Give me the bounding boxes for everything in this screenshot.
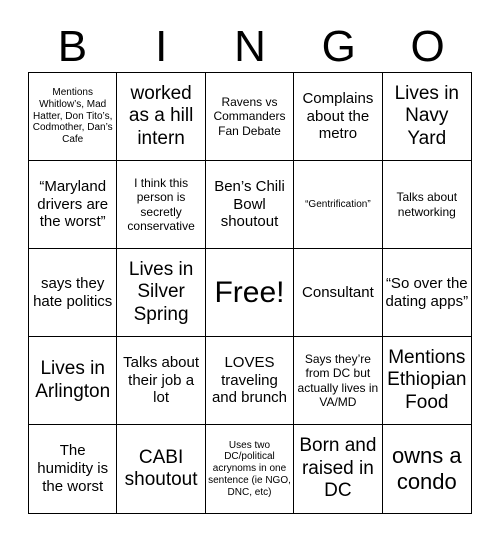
cell-text: Consultant bbox=[302, 283, 374, 301]
cell-text: says they hate politics bbox=[33, 274, 113, 310]
bingo-cell[interactable] bbox=[29, 73, 117, 161]
cell-text: Born and raised in DC bbox=[299, 435, 377, 502]
cell-text: The humidity is the worst bbox=[37, 442, 109, 495]
cell-text: “So over the dating apps” bbox=[385, 274, 469, 310]
bingo-cell[interactable] bbox=[206, 337, 294, 425]
cell-text: Lives in Arlington bbox=[35, 358, 111, 402]
bingo-cell[interactable] bbox=[294, 161, 382, 249]
header-letter-g: G bbox=[321, 22, 356, 71]
cell-text: Lives in Navy Yard bbox=[394, 82, 459, 149]
cell-text: “Maryland drivers are the worst” bbox=[37, 177, 109, 231]
bingo-cell[interactable] bbox=[117, 249, 205, 337]
bingo-cell[interactable] bbox=[206, 425, 294, 513]
bingo-cell[interactable] bbox=[29, 337, 117, 425]
cell-text: Lives in Silver Spring bbox=[128, 258, 194, 325]
bingo-cell[interactable] bbox=[206, 161, 294, 249]
cell-text: Talks about networking bbox=[396, 190, 458, 219]
cell-text: CABI shoutout bbox=[124, 446, 198, 490]
bingo-cell[interactable] bbox=[294, 73, 382, 161]
cell-text: Complains about the metro bbox=[302, 89, 374, 143]
bingo-cell[interactable] bbox=[29, 425, 117, 513]
bingo-cell[interactable] bbox=[383, 249, 471, 337]
bingo-cell[interactable] bbox=[117, 337, 205, 425]
bingo-cell[interactable] bbox=[117, 73, 205, 161]
cell-text: “Gentrification” bbox=[305, 198, 371, 210]
cell-text: owns a condo bbox=[391, 443, 462, 494]
bingo-grid bbox=[28, 72, 472, 514]
bingo-cell[interactable] bbox=[29, 161, 117, 249]
cell-text: I think this person is secretly conservative bbox=[127, 176, 195, 233]
bingo-cell[interactable] bbox=[117, 161, 205, 249]
bingo-cell[interactable] bbox=[383, 161, 471, 249]
header-letter-i: I bbox=[155, 22, 168, 71]
bingo-cell[interactable] bbox=[206, 73, 294, 161]
bingo-cell-free[interactable] bbox=[206, 249, 294, 337]
cell-text: Says they’re from DC but actually lives in VA/MD bbox=[297, 352, 379, 409]
cell-text: Talks about their job a lot bbox=[123, 353, 200, 407]
bingo-header bbox=[28, 22, 472, 72]
bingo-cell[interactable] bbox=[383, 337, 471, 425]
cell-text: Mentions Whitlow’s, Mad Hatter, Don Tito’s, Codmother, Dan’s Cafe bbox=[32, 87, 113, 146]
cell-text: Uses two DC/political acrynoms in one sentence (ie NGO, DNC, etc) bbox=[208, 439, 291, 498]
cell-text: worked as a hill intern bbox=[128, 82, 194, 149]
bingo-cell[interactable] bbox=[294, 425, 382, 513]
cell-text: Mentions Ethiopian Food bbox=[387, 346, 467, 413]
header-letter-o: O bbox=[410, 22, 445, 71]
cell-text: Ben’s Chili Bowl shoutout bbox=[214, 177, 285, 231]
bingo-cell[interactable] bbox=[294, 249, 382, 337]
free-space-text: Free! bbox=[214, 275, 285, 309]
bingo-cell[interactable] bbox=[383, 425, 471, 513]
header-letter-b: B bbox=[57, 22, 88, 71]
cell-text: LOVES traveling and brunch bbox=[211, 353, 288, 407]
bingo-cell[interactable] bbox=[117, 425, 205, 513]
bingo-cell[interactable] bbox=[29, 249, 117, 337]
bingo-cell[interactable] bbox=[383, 73, 471, 161]
header-letter-n: N bbox=[234, 22, 266, 71]
bingo-cell[interactable] bbox=[294, 337, 382, 425]
cell-text: Ravens vs Commanders Fan Debate bbox=[213, 95, 286, 138]
